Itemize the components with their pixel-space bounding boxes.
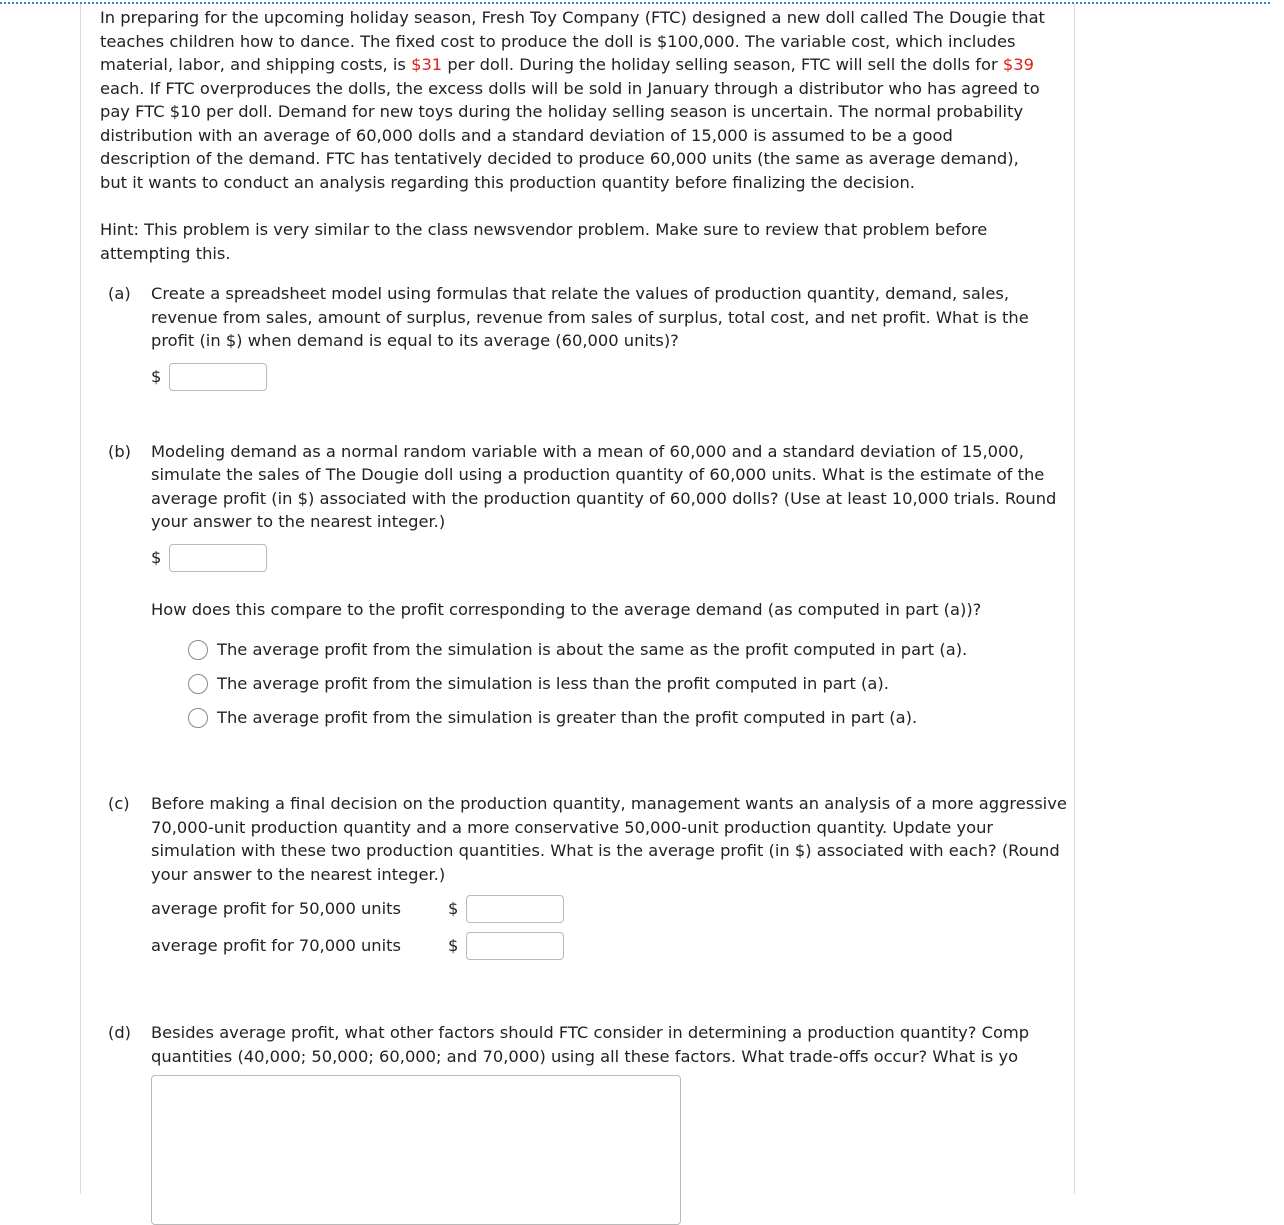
option-label: The average profit from the simulation is greater than the profit computed in part (a). (217, 708, 918, 728)
intro-text-1: In preparing for the upcoming holiday season, Fresh Toy Company (FTC) designed a new doll called The Dougie that teaches children how to dance. The fixed cost to produce the doll is $100,000. The variable cost, which includes material, labor, and shipping costs, is (100, 8, 1045, 74)
part-b-answer-input[interactable] (169, 544, 267, 572)
part-b-label: (b) (108, 441, 132, 461)
part-d-label: (d) (108, 1023, 132, 1042)
question-content (100, 6, 1075, 1225)
option-greater-than[interactable] (188, 701, 1075, 735)
dollar-sign: $ (151, 366, 162, 386)
option-about-same[interactable] (188, 633, 1075, 667)
part-c-50000-answer-input[interactable] (466, 895, 564, 923)
part-c-70000-answer-input[interactable] (466, 932, 564, 960)
part-b-compare-question: How does this compare to the profit corresponding to the average demand (as computed in part (a))? (151, 599, 982, 619)
variable-cost-value: $31 (411, 55, 443, 74)
part-c (100, 792, 1075, 964)
selling-price-value: $39 (1002, 55, 1034, 74)
part-a (100, 282, 1075, 393)
intro-text-3: each. If FTC overproduces the dolls, the excess dolls will be sold in January through a distributor who has agreed to pay FTC $10 per doll. Demand for new toys during the holiday selling season is uncertain. The normal probability distribution with an average of 60,000 dolls and a standard deviation of 15,000 is assumed to be a good description of the demand. FTC has tentatively decided to produce 60,000 units (the same as average demand), but it wants to conduct an analysis regarding this production quantity before finalizing the decision. (100, 78, 1040, 192)
row-label: average profit for 50,000 units (151, 898, 402, 918)
part-c-question: Before making a final decision on the production quantity, management wants an analysis of a more aggressive 70,000-unit production quantity and a more conservative 50,000-unit production quantity. Update your simulation with these two production quantities. What is the average profit (in $) associated with each? (Round your answer to the nearest integer.) (151, 794, 1067, 884)
part-c-row-70000 (151, 927, 1075, 964)
radio-button[interactable] (188, 640, 208, 660)
option-label: The average profit from the simulation is about the same as the profit computed in part (a). (217, 640, 968, 660)
part-b-answer-row (151, 542, 1075, 574)
part-b (100, 440, 1075, 736)
part-b-question: Modeling demand as a normal random variable with a mean of 60,000 and a standard deviation of 15,000, simulate the sales of The Dougie doll using a production quantity of 60,000 units. What is the estimate of the average profit (in $) associated with the production quantity of 60,000 dolls? (Use at least 10,000 trials. Round your answer to the nearest integer.) (151, 441, 1057, 531)
part-b-options (188, 633, 1075, 735)
hint-text: Hint: This problem is very similar to the class newsvendor problem. Make sure to review that problem before attempting this. (100, 220, 988, 263)
option-label: The average profit from the simulation is less than the profit computed in part (a). (217, 674, 889, 694)
part-d-question-line-1: Besides average profit, what other factors should FTC consider in determining a production quantity? Comp (151, 1023, 1030, 1042)
dollar-sign: $ (448, 898, 459, 918)
part-d-question-line-2: quantities (40,000; 50,000; 60,000; and 70,000) using all these factors. What trade-offs occur? What is yo (151, 1046, 1019, 1066)
dollar-sign: $ (448, 935, 459, 955)
part-d (100, 1021, 1073, 1225)
part-a-answer-input[interactable] (169, 363, 267, 391)
part-a-answer-row (151, 361, 1075, 393)
part-a-label: (a) (108, 284, 131, 303)
part-c-label: (c) (108, 794, 130, 813)
problem-statement (100, 6, 1045, 194)
intro-text-2: per doll. During the holiday selling season, FTC will sell the dolls for (442, 55, 1003, 74)
part-d-answer-textarea[interactable] (151, 1075, 681, 1225)
dollar-sign: $ (151, 547, 162, 567)
option-less-than[interactable] (188, 667, 1075, 701)
part-a-question: Create a spreadsheet model using formulas that relate the values of production quantity, demand, sales, revenue from sales, amount of surplus, revenue from sales of surplus, total cost, and net profit. What is the profit (in $) when demand is equal to its average (60,000 units)? (151, 284, 1029, 350)
radio-button[interactable] (188, 674, 208, 694)
radio-button[interactable] (188, 708, 208, 728)
row-label: average profit for 70,000 units (151, 935, 402, 955)
part-c-row-50000 (151, 890, 1075, 927)
